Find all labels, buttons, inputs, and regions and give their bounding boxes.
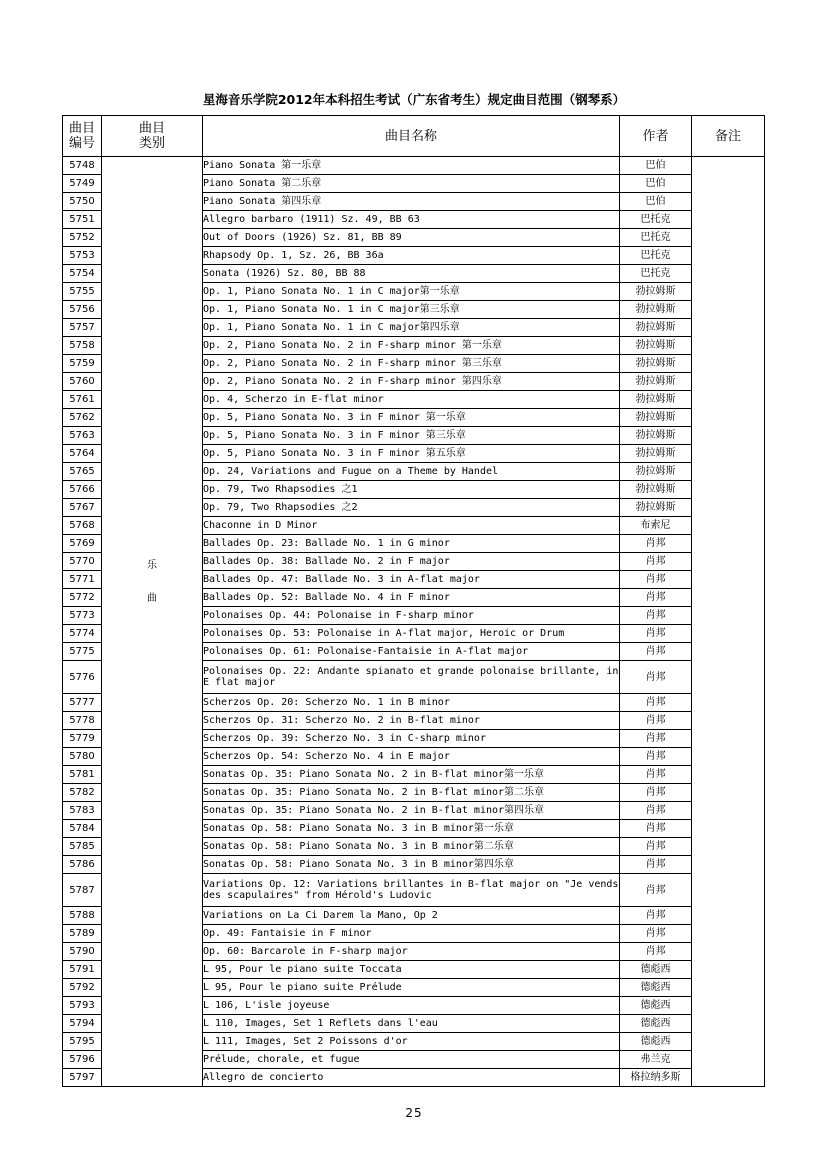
piece-name: Op. 24, Variations and Fugue on a Theme by Handel	[203, 463, 620, 481]
repertoire-table	[62, 115, 765, 1087]
header-number	[63, 116, 102, 157]
composer: 勃拉姆斯	[620, 481, 692, 499]
composer: 勃拉姆斯	[620, 355, 692, 373]
piece-name: Op. 4, Scherzo in E-flat minor	[203, 391, 620, 409]
piece-name: Polonaises Op. 53: Polonaise in A-flat major, Heroic or Drum	[203, 625, 620, 643]
piece-name: Variations on La Ci Darem la Mano, Op 2	[203, 907, 620, 925]
composer: 肖邦	[620, 712, 692, 730]
piece-number: 5774	[63, 625, 102, 643]
piece-name: Chaconne in D Minor	[203, 517, 620, 535]
piece-name: Op. 60: Barcarole in F-sharp major	[203, 943, 620, 961]
piece-name: L 106, L'isle joyeuse	[203, 997, 620, 1015]
composer: 肖邦	[620, 589, 692, 607]
composer: 肖邦	[620, 553, 692, 571]
piece-number: 5772	[63, 589, 102, 607]
composer: 巴托克	[620, 229, 692, 247]
header-name: 曲目名称	[203, 116, 620, 157]
composer: 巴伯	[620, 175, 692, 193]
piece-name: Variations Op. 12: Variations brillantes in B-flat major on "Je vends des scapulaires" from Hérold's Ludovic	[203, 874, 620, 907]
piece-number: 5761	[63, 391, 102, 409]
category-cell	[102, 157, 203, 1087]
piece-number: 5773	[63, 607, 102, 625]
piece-name: Polonaises Op. 22: Andante spianato et grande polonaise brillante, in E flat major	[203, 661, 620, 694]
piece-number: 5751	[63, 211, 102, 229]
piece-number: 5779	[63, 730, 102, 748]
piece-name: Op. 2, Piano Sonata No. 2 in F-sharp minor 第三乐章	[203, 355, 620, 373]
piece-name: L 95, Pour le piano suite Toccata	[203, 961, 620, 979]
composer: 勃拉姆斯	[620, 283, 692, 301]
table-body	[63, 157, 765, 1087]
piece-number: 5786	[63, 856, 102, 874]
piece-number: 5754	[63, 265, 102, 283]
piece-number: 5791	[63, 961, 102, 979]
piece-name: Piano Sonata 第四乐章	[203, 193, 620, 211]
piece-name: Op. 79, Two Rhapsodies 之1	[203, 481, 620, 499]
piece-name: Sonatas Op. 58: Piano Sonata No. 3 in B minor第一乐章	[203, 820, 620, 838]
piece-name: Op. 1, Piano Sonata No. 1 in C major第三乐章	[203, 301, 620, 319]
composer: 德彪西	[620, 979, 692, 997]
piece-name: Piano Sonata 第一乐章	[203, 157, 620, 175]
piece-name: Op. 1, Piano Sonata No. 1 in C major第一乐章	[203, 283, 620, 301]
piece-number: 5781	[63, 766, 102, 784]
piece-number: 5759	[63, 355, 102, 373]
category-char-1: 乐	[147, 559, 157, 571]
piece-number: 5784	[63, 820, 102, 838]
piece-number: 5755	[63, 283, 102, 301]
header-category-text: 曲目 类别	[138, 121, 165, 151]
composer: 德彪西	[620, 1033, 692, 1051]
piece-number: 5788	[63, 907, 102, 925]
piece-name: Sonata (1926) Sz. 80, BB 88	[203, 265, 620, 283]
composer: 肖邦	[620, 571, 692, 589]
piece-name: Op. 79, Two Rhapsodies 之2	[203, 499, 620, 517]
piece-name: Sonatas Op. 35: Piano Sonata No. 2 in B-flat minor第二乐章	[203, 784, 620, 802]
piece-name: Op. 2, Piano Sonata No. 2 in F-sharp minor 第一乐章	[203, 337, 620, 355]
composer: 勃拉姆斯	[620, 463, 692, 481]
piece-number: 5775	[63, 643, 102, 661]
composer: 格拉纳多斯	[620, 1069, 692, 1087]
composer: 肖邦	[620, 820, 692, 838]
page-title: 星海音乐学院2012年本科招生考试（广东省考生）规定曲目范围（钢琴系）	[202, 92, 626, 107]
piece-number: 5793	[63, 997, 102, 1015]
piece-number: 5794	[63, 1015, 102, 1033]
composer: 勃拉姆斯	[620, 409, 692, 427]
piece-number: 5750	[63, 193, 102, 211]
piece-number: 5767	[63, 499, 102, 517]
piece-name: Out of Doors (1926) Sz. 81, BB 89	[203, 229, 620, 247]
composer: 巴托克	[620, 265, 692, 283]
piece-name: Ballades Op. 23: Ballade No. 1 in G minor	[203, 535, 620, 553]
table-header-row	[63, 116, 765, 157]
piece-number: 5748	[63, 157, 102, 175]
piece-number: 5757	[63, 319, 102, 337]
piece-number: 5763	[63, 427, 102, 445]
page-number: 25	[405, 1106, 423, 1120]
composer: 巴伯	[620, 193, 692, 211]
piece-number: 5777	[63, 694, 102, 712]
piece-name: Sonatas Op. 35: Piano Sonata No. 2 in B-flat minor第一乐章	[203, 766, 620, 784]
composer: 肖邦	[620, 643, 692, 661]
piece-name: Op. 5, Piano Sonata No. 3 in F minor 第三乐章	[203, 427, 620, 445]
composer: 勃拉姆斯	[620, 391, 692, 409]
piece-name: L 111, Images, Set 2 Poissons d'or	[203, 1033, 620, 1051]
composer: 肖邦	[620, 856, 692, 874]
piece-name: Scherzos Op. 20: Scherzo No. 1 in B minor	[203, 694, 620, 712]
piece-number: 5785	[63, 838, 102, 856]
composer: 肖邦	[620, 625, 692, 643]
composer: 肖邦	[620, 766, 692, 784]
piece-name: Ballades Op. 52: Ballade No. 4 in F minor	[203, 589, 620, 607]
piece-number: 5770	[63, 553, 102, 571]
piece-name: Sonatas Op. 58: Piano Sonata No. 3 in B minor第四乐章	[203, 856, 620, 874]
piece-number: 5789	[63, 925, 102, 943]
table-row	[63, 157, 765, 175]
note-cell	[692, 157, 765, 1087]
piece-number: 5769	[63, 535, 102, 553]
piece-number: 5782	[63, 784, 102, 802]
composer: 勃拉姆斯	[620, 337, 692, 355]
piece-number: 5753	[63, 247, 102, 265]
piece-name: Allegro barbaro (1911) Sz. 49, BB 63	[203, 211, 620, 229]
composer: 肖邦	[620, 661, 692, 694]
piece-number: 5780	[63, 748, 102, 766]
piece-name: Scherzos Op. 31: Scherzo No. 2 in B-flat minor	[203, 712, 620, 730]
composer: 勃拉姆斯	[620, 499, 692, 517]
piece-name: Op. 2, Piano Sonata No. 2 in F-sharp minor 第四乐章	[203, 373, 620, 391]
piece-number: 5771	[63, 571, 102, 589]
piece-number: 5795	[63, 1033, 102, 1051]
piece-name: L 110, Images, Set 1 Reflets dans l'eau	[203, 1015, 620, 1033]
category-char-2: 曲	[147, 592, 157, 604]
composer: 肖邦	[620, 838, 692, 856]
piece-number: 5765	[63, 463, 102, 481]
piece-number: 5768	[63, 517, 102, 535]
composer: 德彪西	[620, 997, 692, 1015]
composer: 弗兰克	[620, 1051, 692, 1069]
piece-number: 5766	[63, 481, 102, 499]
piece-number: 5758	[63, 337, 102, 355]
piece-number: 5756	[63, 301, 102, 319]
piece-name: Polonaises Op. 61: Polonaise-Fantaisie in A-flat major	[203, 643, 620, 661]
composer: 勃拉姆斯	[620, 445, 692, 463]
piece-name: Sonatas Op. 58: Piano Sonata No. 3 in B minor第二乐章	[203, 838, 620, 856]
composer: 肖邦	[620, 802, 692, 820]
composer: 肖邦	[620, 730, 692, 748]
piece-number: 5749	[63, 175, 102, 193]
composer: 勃拉姆斯	[620, 301, 692, 319]
piece-number: 5764	[63, 445, 102, 463]
header-note: 备注	[692, 116, 765, 157]
piece-name: Op. 5, Piano Sonata No. 3 in F minor 第一乐章	[203, 409, 620, 427]
piece-name: Sonatas Op. 35: Piano Sonata No. 2 in B-flat minor第四乐章	[203, 802, 620, 820]
composer: 勃拉姆斯	[620, 319, 692, 337]
piece-number: 5792	[63, 979, 102, 997]
header-number-text: 曲目 编号	[68, 121, 95, 151]
piece-name: Piano Sonata 第二乐章	[203, 175, 620, 193]
piece-number: 5760	[63, 373, 102, 391]
piece-name: Allegro de concierto	[203, 1069, 620, 1087]
composer: 布索尼	[620, 517, 692, 535]
piece-name: Op. 1, Piano Sonata No. 1 in C major第四乐章	[203, 319, 620, 337]
piece-number: 5797	[63, 1069, 102, 1087]
piece-name: Polonaises Op. 44: Polonaise in F-sharp minor	[203, 607, 620, 625]
composer: 巴托克	[620, 211, 692, 229]
composer: 肖邦	[620, 694, 692, 712]
piece-number: 5762	[63, 409, 102, 427]
composer: 肖邦	[620, 874, 692, 907]
header-author: 作者	[620, 116, 692, 157]
composer: 德彪西	[620, 961, 692, 979]
composer: 勃拉姆斯	[620, 427, 692, 445]
piece-name: Scherzos Op. 39: Scherzo No. 3 in C-sharp minor	[203, 730, 620, 748]
piece-name: Ballades Op. 47: Ballade No. 3 in A-flat major	[203, 571, 620, 589]
header-category	[102, 116, 203, 157]
piece-number: 5787	[63, 874, 102, 907]
piece-name: Op. 5, Piano Sonata No. 3 in F minor 第五乐章	[203, 445, 620, 463]
piece-name: Op. 49: Fantaisie in F minor	[203, 925, 620, 943]
composer: 肖邦	[620, 907, 692, 925]
composer: 肖邦	[620, 535, 692, 553]
composer: 肖邦	[620, 748, 692, 766]
piece-name: L 95, Pour le piano suite Prélude	[203, 979, 620, 997]
composer: 肖邦	[620, 943, 692, 961]
piece-number: 5796	[63, 1051, 102, 1069]
piece-number: 5778	[63, 712, 102, 730]
composer: 德彪西	[620, 1015, 692, 1033]
composer: 肖邦	[620, 925, 692, 943]
piece-number: 5776	[63, 661, 102, 694]
piece-name: Rhapsody Op. 1, Sz. 26, BB 36a	[203, 247, 620, 265]
composer: 巴伯	[620, 157, 692, 175]
composer: 肖邦	[620, 784, 692, 802]
composer: 肖邦	[620, 607, 692, 625]
piece-name: Prélude, chorale, et fugue	[203, 1051, 620, 1069]
piece-number: 5752	[63, 229, 102, 247]
piece-name: Scherzos Op. 54: Scherzo No. 4 in E major	[203, 748, 620, 766]
piece-name: Ballades Op. 38: Ballade No. 2 in F major	[203, 553, 620, 571]
piece-number: 5783	[63, 802, 102, 820]
composer: 勃拉姆斯	[620, 373, 692, 391]
composer: 巴托克	[620, 247, 692, 265]
piece-number: 5790	[63, 943, 102, 961]
